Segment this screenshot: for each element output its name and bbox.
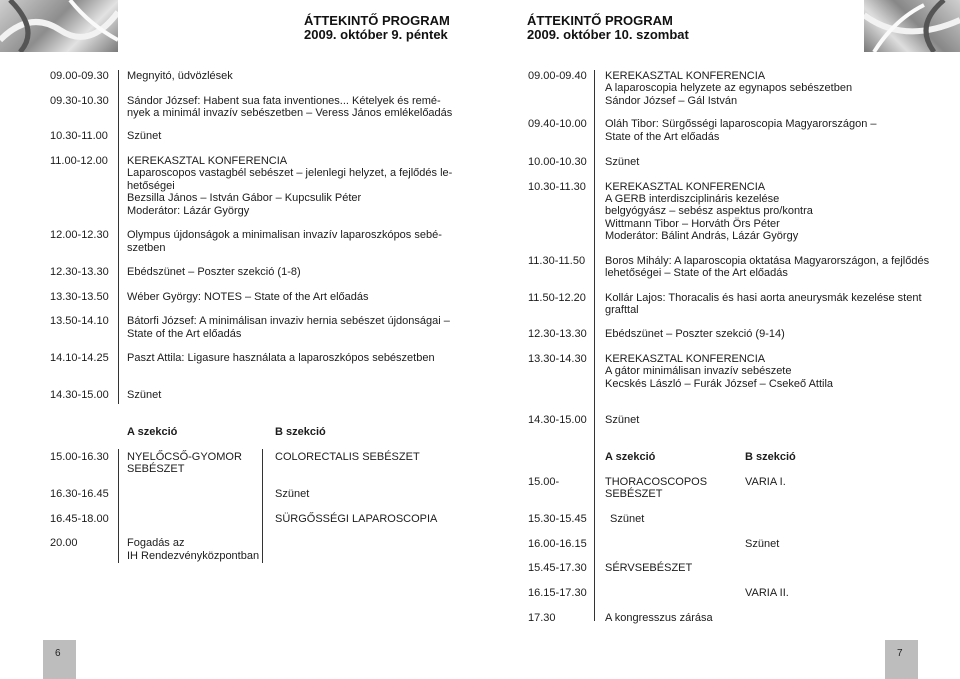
event-line: hetőségei <box>127 180 175 192</box>
event-line: nyek a minimál invazív sebészetben – Veress János emlékelőadás <box>127 107 453 119</box>
right-header-date: 2009. október 10. szombat <box>527 27 689 42</box>
section-a-header: A szekció <box>605 451 656 463</box>
time-slot: 13.30-13.50 <box>50 291 109 303</box>
time-slot: 14.30-15.00 <box>528 414 587 426</box>
event-line: Ebédszünet – Poszter szekció (1-8) <box>127 266 301 278</box>
section-b-line: Szünet <box>745 538 780 550</box>
left-page-header <box>304 14 450 42</box>
time-slot: 12.30-13.30 <box>528 328 587 340</box>
left-schedule-divider <box>118 70 119 404</box>
section-b-line: VARIA I. <box>745 476 786 488</box>
event-line: Boros Mihály: A laparoscopia oktatása Magyarországon, a fejlődés <box>605 255 930 267</box>
event-line: Kollár Lajos: Thoracalis és hasi aorta aneurysmák kezelése stent <box>605 292 922 304</box>
event-line: Wéber György: NOTES – State of the Art előadás <box>127 291 369 303</box>
event-line: Laparoscopos vastagbél sebészet – jelenlegi helyzet, a fejlődés le- <box>127 167 453 179</box>
time-slot: 09.00-09.30 <box>50 70 109 82</box>
section-b-header: B szekció <box>745 451 796 463</box>
section-a-line: Fogadás az <box>127 537 185 549</box>
time-slot: 10.00-10.30 <box>528 156 587 168</box>
event-line: Moderátor: Bálint András, Lázár György <box>605 230 799 242</box>
event-line: lehetőségei – State of the Art előadás <box>605 267 788 279</box>
event-line: Megnyitó, üdvözlések <box>127 70 233 82</box>
time-slot: 16.45-18.00 <box>50 513 109 525</box>
event-line: KEREKASZTAL KONFERENCIA <box>605 181 766 193</box>
event-line: State of the Art előadás <box>605 131 720 143</box>
event-line: KEREKASZTAL KONFERENCIA <box>605 353 766 365</box>
left-section-divider-b <box>262 449 263 563</box>
time-slot: 11.50-12.20 <box>528 292 586 304</box>
event-line: State of the Art előadás <box>127 328 242 340</box>
time-slot: 09.30-10.30 <box>50 95 109 107</box>
section-a-line: THORACOSCOPOS <box>605 476 708 488</box>
event-line: Ebédszünet – Poszter szekció (9-14) <box>605 328 785 340</box>
event-line: A GERB interdiszciplináris kezelése <box>605 193 780 205</box>
section-b-line: VARIA II. <box>745 587 789 599</box>
time-slot: 16.00-16.15 <box>528 538 587 550</box>
event-line: KEREKASZTAL KONFERENCIA <box>605 70 766 82</box>
time-slot: 11.00-12.00 <box>50 155 108 167</box>
left-header-date: 2009. október 9. péntek <box>304 27 448 42</box>
page-number-tab-left <box>43 640 76 679</box>
time-slot: 14.10-14.25 <box>50 352 109 364</box>
section-a-line: NYELŐCSŐ-GYOMOR <box>127 451 242 463</box>
event-line: Sándor József – Gál István <box>605 95 738 107</box>
section-a-line: SEBÉSZET <box>605 488 663 500</box>
time-slot: 10.30-11.30 <box>528 181 586 193</box>
time-slot: 10.30-11.00 <box>50 130 108 142</box>
time-slot: 13.50-14.10 <box>50 315 109 327</box>
time-slot: 16.30-16.45 <box>50 488 109 500</box>
right-page-header <box>527 14 689 42</box>
page-number: 6 <box>55 648 61 659</box>
time-slot: 09.00-09.40 <box>528 70 587 82</box>
section-a-line: A kongresszus zárása <box>605 612 713 624</box>
section-a-line: SEBÉSZET <box>127 463 185 475</box>
section-b-header: B szekció <box>275 426 326 438</box>
time-slot: 12.00-12.30 <box>50 229 109 241</box>
section-b-line: COLORECTALIS SEBÉSZET <box>275 451 420 463</box>
section-a-line: IH Rendezvényközpontban <box>127 550 260 562</box>
event-line: A gátor minimálisan invazív sebészete <box>605 365 792 377</box>
event-line: Szünet <box>605 156 640 168</box>
time-slot: 09.40-10.00 <box>528 118 587 130</box>
event-line: szetben <box>127 242 166 254</box>
left-section-divider <box>118 449 119 563</box>
section-a-line: SÉRVSEBÉSZET <box>605 562 693 574</box>
time-slot: 15.00-16.30 <box>50 451 109 463</box>
event-line: Moderátor: Lázár György <box>127 205 250 217</box>
time-slot: 15.30-15.45 <box>528 513 587 525</box>
right-header-title: ÁTTEKINTŐ PROGRAM <box>527 13 673 28</box>
page-number-tab-right <box>885 640 918 679</box>
event-line: Wittmann Tibor – Horváth Örs Péter <box>605 218 780 230</box>
left-header-title: ÁTTEKINTŐ PROGRAM <box>304 13 450 28</box>
event-line: Szünet <box>127 389 162 401</box>
event-line: Sándor József: Habent sua fata inventiones... Kételyek és remé- <box>127 95 441 107</box>
decorative-photo-right <box>864 0 960 52</box>
time-slot: 20.00 <box>50 537 78 549</box>
event-line: belgyógyász – sebész aspektus pro/kontra <box>605 205 813 217</box>
time-slot: 15.45-17.30 <box>528 562 587 574</box>
event-line: Paszt Attila: Ligasure használata a laparoszkópos sebészetben <box>127 352 435 364</box>
event-line: grafttal <box>605 304 639 316</box>
time-slot: 14.30-15.00 <box>50 389 109 401</box>
event-line: KEREKASZTAL KONFERENCIA <box>127 155 288 167</box>
event-line: Bátorfi József: A minimálisan invaziv hernia sebészet újdonságai – <box>127 315 450 327</box>
event-line: Szünet <box>127 130 162 142</box>
time-slot: 16.15-17.30 <box>528 587 587 599</box>
time-slot: 15.00- <box>528 476 560 488</box>
event-line: Kecskés László – Furák József – Csekeő Attila <box>605 378 834 390</box>
event-line: Bezsilla János – István Gábor – Kupcsulik Péter <box>127 192 362 204</box>
event-line: Olympus újdonságok a minimalisan invazív laparoszkópos sebé- <box>127 229 442 241</box>
time-slot: 13.30-14.30 <box>528 353 587 365</box>
time-slot: 11.30-11.50 <box>528 255 586 267</box>
section-a-line: Szünet <box>610 513 645 525</box>
right-schedule-divider <box>594 70 595 621</box>
section-a-header: A szekció <box>127 426 178 438</box>
section-b-line: SÜRGŐSSÉGI LAPAROSCOPIA <box>275 513 438 525</box>
section-b-line: Szünet <box>275 488 310 500</box>
time-slot: 12.30-13.30 <box>50 266 109 278</box>
event-line: A laparoscopia helyzete az egynapos sebészetben <box>605 82 853 94</box>
decorative-photo-left <box>0 0 118 52</box>
time-slot: 17.30 <box>528 612 556 624</box>
event-line: Oláh Tibor: Sürgősségi laparoscopia Magyarországon – <box>605 118 877 130</box>
event-line: Szünet <box>605 414 640 426</box>
page-number: 7 <box>897 648 903 659</box>
